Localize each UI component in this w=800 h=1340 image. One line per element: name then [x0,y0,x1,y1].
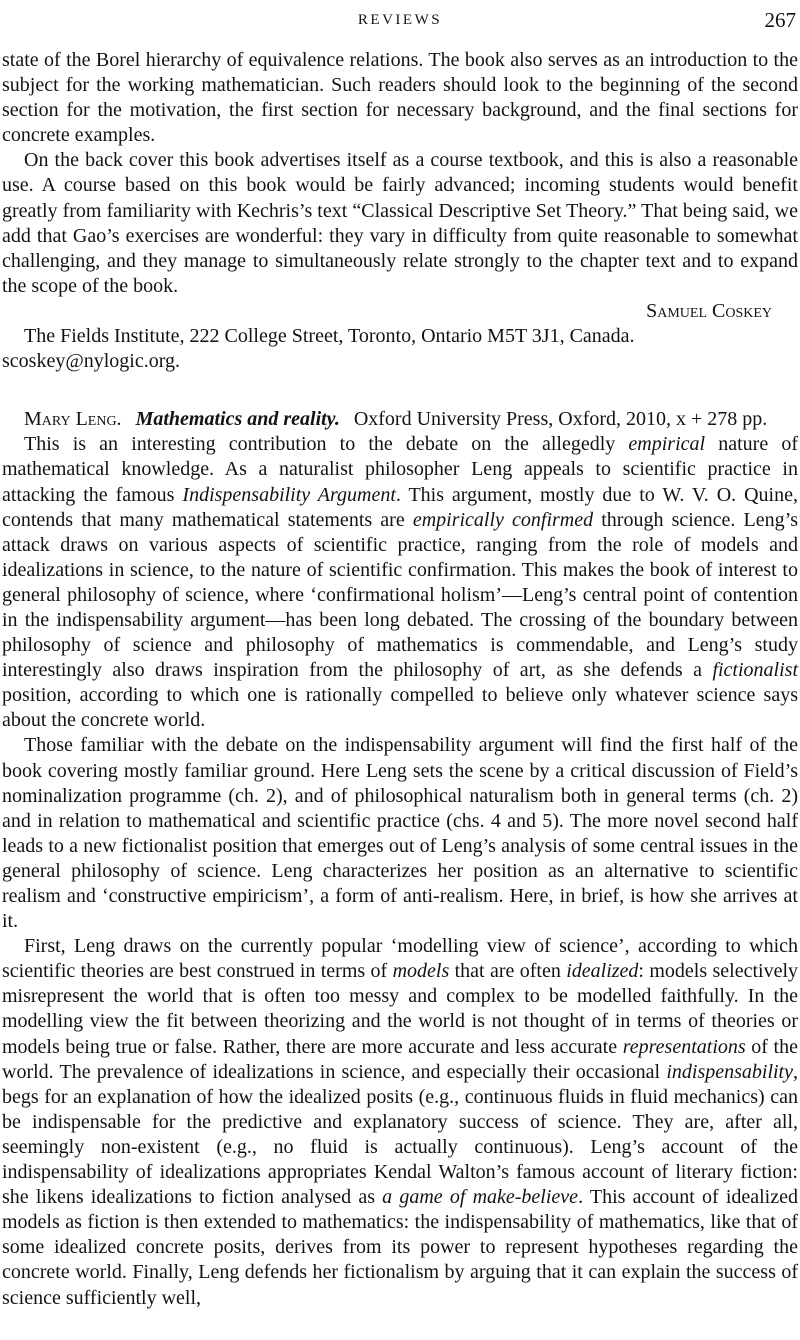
paragraph [2,733,798,934]
running-head: REVIEWS [357,12,443,28]
text-segment-italic: empirically confirmed [412,508,594,531]
text-segment-normal: Those familiar with the debate on the indispensability argument will find the first half of the book covering mostly familiar ground. Here Leng sets the scene by a critical discussion of Field’s nominalization programme (ch. 2), and of philosophical naturalism both in general terms (ch. 2) and in relation to mathematical and scientific practice (chs. 4 and 5). The more novel second half leads to a new fictionalist position that emerges out of Leng’s analysis of some central issues in the general philosophy of science. Leng characterizes her position as an alternative to scientific realism and ‘constructive empiricism’, a form of anti-realism. Here, in brief, is how she arrives at it. [2,734,798,933]
reviewer-signature: Samuel Coskey [646,299,772,322]
text-segment-normal: . This argument, mostly due to W. V. O. Quine, contends that many mathematical statements are [2,483,798,531]
reviewer-affiliation: The Fields Institute, 222 College Street, Toronto, Ontario M5T 3J1, Canada. scoskey@nylogic.org. [2,325,635,373]
text-segment-normal: , begs for an explanation of how the idealized posits (e.g., continuous fluids in fluid mechanics) can be indispensable for the predictive and explanatory success of science. They are, after all, seemingly non-existent (e.g., no fluid is actually continuous). Leng’s account of the indispensability of idealizations appropriates Kendal Walton’s famous account of literary fiction: she likens idealizations to fiction analysed as [2,1060,798,1209]
review-previous-continuation [2,48,798,374]
text-segment-normal: This is an interesting contribution to the debate on the allegedly [24,433,629,456]
paragraph [2,934,798,1310]
text-segment-normal: that are often [449,960,567,983]
text-segment-normal: position, according to which one is rationally compelled to believe only whatever science says about the concrete world. [2,684,798,732]
text-segment-normal: state of the Borel hierarchy of equivalence relations. The book also serves as an introduction to the subject for the working mathematician. Such readers should look to the beginning of the second section for the motivation, the first section for necessary background, and the final sections for concrete examples. [2,49,798,147]
review-leng [2,407,798,1310]
paragraph [2,148,798,299]
text-segment-normal: First, Leng draws on the currently popular ‘modelling view of science’, according to which scientific theories are best construed in terms of [2,935,798,983]
text-segment-italic: a game of make-believe [382,1186,579,1209]
text-segment-italic: fictionalist [712,659,798,682]
page-header [2,8,798,36]
paragraph [2,48,798,148]
page-number: 267 [764,8,796,32]
text-segment-italic: idealized [566,960,639,983]
text-segment-normal: . This account of idealized models as fiction is then extended to mathematics: the indispensability of mathematics, like that of some idealized concrete posits, derives from its power to represent hypotheses regarding the concrete world. Finally, Leng defends her fictionalism by arguing that it can explain the success of science sufficiently well, [2,1186,798,1309]
review-previous-paragraphs [2,48,798,299]
text-segment-normal: through science. Leng’s attack draws on various aspects of scientific practice, ranging from the role of models and idealizations in science, to the nature of scientific confirmation. This makes the book of interest to general philosophy of science, where ‘confirmational holism’—Leng’s central point of contention in the indispensability argument—has been long debated. The crossing of the boundary between philosophy of science and philosophy of mathematics is commendable, and Leng’s study interestingly also draws inspiration from the philosophy of art, as she defends a [2,508,798,682]
paragraph [2,432,798,733]
text-segment-italic: Indispensability Argument [182,483,396,506]
text-segment-normal: On the back cover this book advertises itself as a course textbook, and this is also a reasonable use. A course based on this book would be fairly advanced; incoming students would benefit greatly from familiarity with Kechris’s text “Classical Descriptive Set Theory.” That being said, we add that Gao’s exercises are wonderful: they vary in difficulty from quite reasonable to somewhat challenging, and they manage to simultaneously relate strongly to the chapter text and to expand the scope of the book. [2,149,798,297]
text-segment-italic: representations [622,1035,746,1058]
text-segment-smallcaps: Mary Leng. [24,408,122,431]
text-segment-italic: indispensability [666,1060,793,1083]
review-heading [2,407,798,432]
text-segment-bolditalic: Mathematics and reality. [135,408,340,431]
text-segment-italic: empirical [628,433,706,456]
text-segment-italic: models [392,960,450,983]
page-body [2,48,798,1311]
text-segment-normal: nature of mathematical knowledge. As a naturalist philosopher Leng appeals to scientific practice in attacking the famous [2,433,798,506]
text-segment-normal: : models selectively misrepresent the world that is often too messy and complex to be modelled faithfully. In the modelling view the fit between theorizing and the world is not thought of in terms of theories or models being true or false. Rather, there are more accurate and less accurate [2,960,798,1058]
text-segment-normal: Oxford University Press, Oxford, 2010, x + 278 pp. [353,408,768,431]
text-segment-normal: of the world. The prevalence of idealizations in science, and especially their occasional [2,1035,798,1083]
review-leng-paragraphs [2,432,798,1310]
